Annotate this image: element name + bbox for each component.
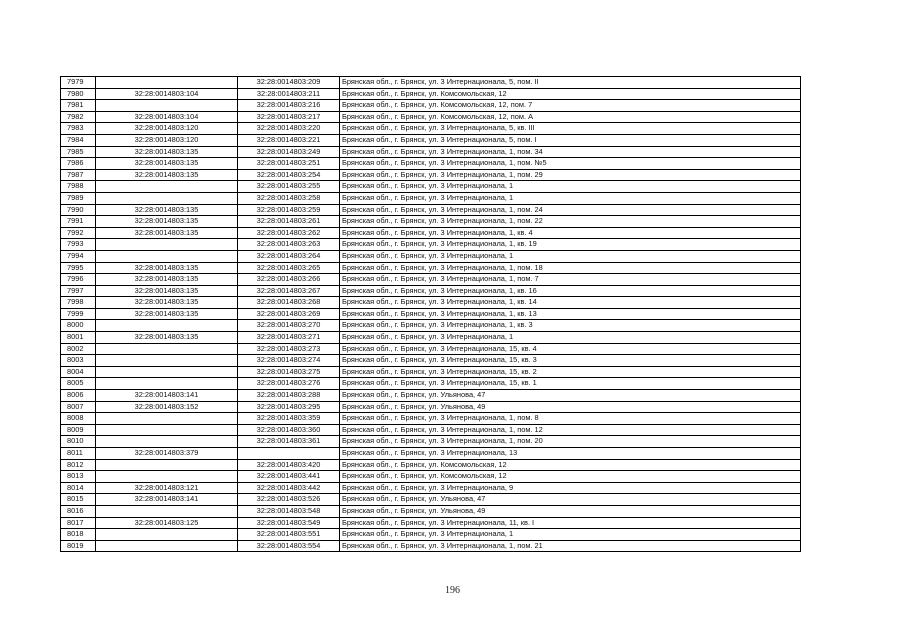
parent-cadastral-number-cell: 32:28:0014803:135	[96, 262, 238, 274]
address-cell: Брянская обл., г. Брянск, ул. 3 Интернационала, 1, пом. 8	[340, 413, 801, 425]
address-cell: Брянская обл., г. Брянск, ул. 3 Интернационала, 5, пом. I	[340, 134, 801, 146]
parent-cadastral-number-cell: 32:28:0014803:104	[96, 88, 238, 100]
parent-cadastral-number-cell: 32:28:0014803:379	[96, 448, 238, 460]
parent-cadastral-number-cell	[96, 343, 238, 355]
registry-table-body	[61, 77, 801, 552]
table-row	[61, 320, 801, 332]
address-cell: Брянская обл., г. Брянск, ул. 3 Интернационала, 9	[340, 482, 801, 494]
parent-cadastral-number-cell	[96, 424, 238, 436]
address-cell: Брянская обл., г. Брянск, ул. 3 Интернационала, 1, кв. 4	[340, 227, 801, 239]
parent-cadastral-number-cell: 32:28:0014803:120	[96, 134, 238, 146]
cadastral-number-cell: 32:28:0014803:554	[238, 540, 340, 552]
row-number-cell: 7995	[61, 262, 96, 274]
address-cell: Брянская обл., г. Брянск, ул. 3 Интернационала, 1	[340, 529, 801, 541]
table-row	[61, 529, 801, 541]
address-cell: Брянская обл., г. Брянск, ул. 3 Интернационала, 1, кв. 13	[340, 308, 801, 320]
table-row	[61, 134, 801, 146]
parent-cadastral-number-cell	[96, 505, 238, 517]
cadastral-number-cell: 32:28:0014803:263	[238, 239, 340, 251]
cadastral-number-cell: 32:28:0014803:275	[238, 366, 340, 378]
cadastral-number-cell: 32:28:0014803:249	[238, 146, 340, 158]
cadastral-number-cell: 32:28:0014803:266	[238, 274, 340, 286]
parent-cadastral-number-cell: 32:28:0014803:135	[96, 146, 238, 158]
cadastral-number-cell: 32:28:0014803:274	[238, 355, 340, 367]
cadastral-number-cell: 32:28:0014803:261	[238, 216, 340, 228]
address-cell: Брянская обл., г. Брянск, ул. 3 Интернационала, 15, кв. 4	[340, 343, 801, 355]
row-number-cell: 7983	[61, 123, 96, 135]
cadastral-number-cell: 32:28:0014803:251	[238, 158, 340, 170]
table-row	[61, 424, 801, 436]
address-cell: Брянская обл., г. Брянск, ул. 3 Интернационала, 1	[340, 250, 801, 262]
address-cell: Брянская обл., г. Брянск, ул. 3 Интернационала, 15, кв. 2	[340, 366, 801, 378]
cadastral-number-cell: 32:28:0014803:359	[238, 413, 340, 425]
parent-cadastral-number-cell: 32:28:0014803:135	[96, 332, 238, 344]
cadastral-number-cell: 32:28:0014803:258	[238, 192, 340, 204]
address-cell: Брянская обл., г. Брянск, ул. 3 Интернационала, 1	[340, 181, 801, 193]
row-number-cell: 7990	[61, 204, 96, 216]
row-number-cell: 8002	[61, 343, 96, 355]
table-row	[61, 111, 801, 123]
parent-cadastral-number-cell	[96, 181, 238, 193]
table-row	[61, 332, 801, 344]
cadastral-number-cell: 32:28:0014803:209	[238, 77, 340, 89]
table-row	[61, 517, 801, 529]
property-registry-table	[60, 76, 801, 552]
address-cell: Брянская обл., г. Брянск, ул. 3 Интернационала, 1, кв. 14	[340, 297, 801, 309]
cadastral-number-cell: 32:28:0014803:271	[238, 332, 340, 344]
parent-cadastral-number-cell: 32:28:0014803:120	[96, 123, 238, 135]
cadastral-number-cell: 32:28:0014803:420	[238, 459, 340, 471]
page-number: 196	[445, 585, 460, 596]
table-row	[61, 262, 801, 274]
row-number-cell: 8007	[61, 401, 96, 413]
row-number-cell: 7996	[61, 274, 96, 286]
address-cell: Брянская обл., г. Брянск, ул. 3 Интернационала, 1, пом. 29	[340, 169, 801, 181]
address-cell: Брянская обл., г. Брянск, ул. 3 Интернационала, 1, пом. 22	[340, 216, 801, 228]
table-row	[61, 366, 801, 378]
table-row	[61, 471, 801, 483]
cadastral-number-cell: 32:28:0014803:441	[238, 471, 340, 483]
address-cell: Брянская обл., г. Брянск, ул. Ульянова, 47	[340, 494, 801, 506]
row-number-cell: 8006	[61, 390, 96, 402]
row-number-cell: 8018	[61, 529, 96, 541]
row-number-cell: 7998	[61, 297, 96, 309]
row-number-cell: 7999	[61, 308, 96, 320]
cadastral-number-cell: 32:28:0014803:549	[238, 517, 340, 529]
cadastral-number-cell: 32:28:0014803:273	[238, 343, 340, 355]
cadastral-number-cell: 32:28:0014803:288	[238, 390, 340, 402]
parent-cadastral-number-cell	[96, 192, 238, 204]
address-cell: Брянская обл., г. Брянск, ул. 3 Интернационала, 1, пом. 34	[340, 146, 801, 158]
parent-cadastral-number-cell	[96, 413, 238, 425]
parent-cadastral-number-cell: 32:28:0014803:152	[96, 401, 238, 413]
row-number-cell: 7986	[61, 158, 96, 170]
address-cell: Брянская обл., г. Брянск, ул. Ульянова, 49	[340, 401, 801, 413]
parent-cadastral-number-cell	[96, 355, 238, 367]
address-cell: Брянская обл., г. Брянск, ул. 3 Интернационала, 13	[340, 448, 801, 460]
cadastral-number-cell: 32:28:0014803:259	[238, 204, 340, 216]
row-number-cell: 7988	[61, 181, 96, 193]
row-number-cell: 7979	[61, 77, 96, 89]
parent-cadastral-number-cell: 32:28:0014803:135	[96, 308, 238, 320]
address-cell: Брянская обл., г. Брянск, ул. 3 Интернационала, 1, пом. 20	[340, 436, 801, 448]
cadastral-number-cell: 32:28:0014803:221	[238, 134, 340, 146]
table-row	[61, 355, 801, 367]
address-cell: Брянская обл., г. Брянск, ул. Комсомольская, 12	[340, 459, 801, 471]
address-cell: Брянская обл., г. Брянск, ул. 3 Интернационала, 1	[340, 192, 801, 204]
table-row	[61, 401, 801, 413]
cadastral-number-cell: 32:28:0014803:295	[238, 401, 340, 413]
cadastral-number-cell: 32:28:0014803:217	[238, 111, 340, 123]
cadastral-number-cell: 32:28:0014803:216	[238, 100, 340, 112]
parent-cadastral-number-cell	[96, 250, 238, 262]
cadastral-number-cell: 32:28:0014803:551	[238, 529, 340, 541]
cadastral-number-cell: 32:28:0014803:548	[238, 505, 340, 517]
table-row	[61, 100, 801, 112]
cadastral-number-cell: 32:28:0014803:254	[238, 169, 340, 181]
cadastral-number-cell: 32:28:0014803:211	[238, 88, 340, 100]
row-number-cell: 8008	[61, 413, 96, 425]
row-number-cell: 8009	[61, 424, 96, 436]
parent-cadastral-number-cell	[96, 100, 238, 112]
address-cell: Брянская обл., г. Брянск, ул. 3 Интернационала, 1, кв. 16	[340, 285, 801, 297]
cadastral-number-cell: 32:28:0014803:220	[238, 123, 340, 135]
parent-cadastral-number-cell	[96, 459, 238, 471]
row-number-cell: 8010	[61, 436, 96, 448]
table-row	[61, 158, 801, 170]
row-number-cell: 7991	[61, 216, 96, 228]
parent-cadastral-number-cell: 32:28:0014803:141	[96, 494, 238, 506]
address-cell: Брянская обл., г. Брянск, ул. Комсомольская, 12, пом. 7	[340, 100, 801, 112]
address-cell: Брянская обл., г. Брянск, ул. 3 Интернационала, 5, пом. II	[340, 77, 801, 89]
row-number-cell: 8005	[61, 378, 96, 390]
table-row	[61, 285, 801, 297]
parent-cadastral-number-cell	[96, 77, 238, 89]
parent-cadastral-number-cell	[96, 378, 238, 390]
cadastral-number-cell: 32:28:0014803:360	[238, 424, 340, 436]
parent-cadastral-number-cell: 32:28:0014803:135	[96, 216, 238, 228]
table-row	[61, 390, 801, 402]
table-row	[61, 123, 801, 135]
row-number-cell: 7987	[61, 169, 96, 181]
address-cell: Брянская обл., г. Брянск, ул. 3 Интернационала, 1, пом. 12	[340, 424, 801, 436]
table-row	[61, 540, 801, 552]
row-number-cell: 7989	[61, 192, 96, 204]
table-row	[61, 436, 801, 448]
address-cell: Брянская обл., г. Брянск, ул. Комсомольская, 12	[340, 471, 801, 483]
parent-cadastral-number-cell: 32:28:0014803:135	[96, 204, 238, 216]
row-number-cell: 8012	[61, 459, 96, 471]
parent-cadastral-number-cell: 32:28:0014803:135	[96, 169, 238, 181]
parent-cadastral-number-cell	[96, 529, 238, 541]
parent-cadastral-number-cell: 32:28:0014803:135	[96, 285, 238, 297]
table-row	[61, 459, 801, 471]
row-number-cell: 7992	[61, 227, 96, 239]
address-cell: Брянская обл., г. Брянск, ул. Ульянова, 49	[340, 505, 801, 517]
row-number-cell: 8000	[61, 320, 96, 332]
parent-cadastral-number-cell	[96, 540, 238, 552]
table-row	[61, 204, 801, 216]
table-row	[61, 378, 801, 390]
table-row	[61, 216, 801, 228]
table-row	[61, 239, 801, 251]
parent-cadastral-number-cell: 32:28:0014803:125	[96, 517, 238, 529]
cadastral-number-cell: 32:28:0014803:268	[238, 297, 340, 309]
table-row	[61, 308, 801, 320]
table-row	[61, 77, 801, 89]
table-row	[61, 227, 801, 239]
parent-cadastral-number-cell	[96, 239, 238, 251]
address-cell: Брянская обл., г. Брянск, ул. 3 Интернационала, 1, пом. 21	[340, 540, 801, 552]
row-number-cell: 7997	[61, 285, 96, 297]
address-cell: Брянская обл., г. Брянск, ул. 3 Интернационала, 11, кв. I	[340, 517, 801, 529]
cadastral-number-cell: 32:28:0014803:442	[238, 482, 340, 494]
address-cell: Брянская обл., г. Брянск, ул. 3 Интернационала, 15, кв. 1	[340, 378, 801, 390]
parent-cadastral-number-cell	[96, 366, 238, 378]
address-cell: Брянская обл., г. Брянск, ул. 3 Интернационала, 15, кв. 3	[340, 355, 801, 367]
table-row	[61, 181, 801, 193]
address-cell: Брянская обл., г. Брянск, ул. Комсомольская, 12	[340, 88, 801, 100]
row-number-cell: 7982	[61, 111, 96, 123]
cadastral-number-cell: 32:28:0014803:265	[238, 262, 340, 274]
table-row	[61, 169, 801, 181]
parent-cadastral-number-cell	[96, 320, 238, 332]
table-row	[61, 482, 801, 494]
cadastral-number-cell: 32:28:0014803:270	[238, 320, 340, 332]
row-number-cell: 8001	[61, 332, 96, 344]
row-number-cell: 7994	[61, 250, 96, 262]
parent-cadastral-number-cell: 32:28:0014803:135	[96, 274, 238, 286]
cadastral-number-cell: 32:28:0014803:269	[238, 308, 340, 320]
parent-cadastral-number-cell: 32:28:0014803:135	[96, 227, 238, 239]
address-cell: Брянская обл., г. Брянск, ул. Ульянова, 47	[340, 390, 801, 402]
cadastral-number-cell: 32:28:0014803:264	[238, 250, 340, 262]
table-row	[61, 88, 801, 100]
table-row	[61, 343, 801, 355]
address-cell: Брянская обл., г. Брянск, ул. 3 Интернационала, 1	[340, 332, 801, 344]
parent-cadastral-number-cell: 32:28:0014803:104	[96, 111, 238, 123]
table-row	[61, 274, 801, 286]
row-number-cell: 8019	[61, 540, 96, 552]
row-number-cell: 8016	[61, 505, 96, 517]
parent-cadastral-number-cell	[96, 436, 238, 448]
table-row	[61, 297, 801, 309]
parent-cadastral-number-cell	[96, 471, 238, 483]
row-number-cell: 7980	[61, 88, 96, 100]
cadastral-number-cell: 32:28:0014803:361	[238, 436, 340, 448]
row-number-cell: 8017	[61, 517, 96, 529]
address-cell: Брянская обл., г. Брянск, ул. 3 Интернационала, 1, кв. 19	[340, 239, 801, 251]
address-cell: Брянская обл., г. Брянск, ул. 3 Интернационала, 5, кв. III	[340, 123, 801, 135]
row-number-cell: 7981	[61, 100, 96, 112]
address-cell: Брянская обл., г. Брянск, ул. 3 Интернационала, 1, пом. 18	[340, 262, 801, 274]
row-number-cell: 8004	[61, 366, 96, 378]
cadastral-number-cell	[238, 448, 340, 460]
table-row	[61, 192, 801, 204]
parent-cadastral-number-cell: 32:28:0014803:135	[96, 158, 238, 170]
table-row	[61, 505, 801, 517]
cadastral-number-cell: 32:28:0014803:262	[238, 227, 340, 239]
parent-cadastral-number-cell: 32:28:0014803:121	[96, 482, 238, 494]
table-row	[61, 146, 801, 158]
address-cell: Брянская обл., г. Брянск, ул. 3 Интернационала, 1, пом. 7	[340, 274, 801, 286]
address-cell: Брянская обл., г. Брянск, ул. 3 Интернационала, 1, пом. №5	[340, 158, 801, 170]
cadastral-number-cell: 32:28:0014803:255	[238, 181, 340, 193]
row-number-cell: 8015	[61, 494, 96, 506]
row-number-cell: 8011	[61, 448, 96, 460]
address-cell: Брянская обл., г. Брянск, ул. 3 Интернационала, 1, кв. 3	[340, 320, 801, 332]
table-row	[61, 448, 801, 460]
row-number-cell: 8013	[61, 471, 96, 483]
row-number-cell: 7985	[61, 146, 96, 158]
row-number-cell: 7984	[61, 134, 96, 146]
parent-cadastral-number-cell: 32:28:0014803:141	[96, 390, 238, 402]
table-row	[61, 494, 801, 506]
address-cell: Брянская обл., г. Брянск, ул. Комсомольская, 12, пом. А	[340, 111, 801, 123]
parent-cadastral-number-cell: 32:28:0014803:135	[96, 297, 238, 309]
row-number-cell: 8003	[61, 355, 96, 367]
address-cell: Брянская обл., г. Брянск, ул. 3 Интернационала, 1, пом. 24	[340, 204, 801, 216]
row-number-cell: 8014	[61, 482, 96, 494]
table-row	[61, 413, 801, 425]
cadastral-number-cell: 32:28:0014803:526	[238, 494, 340, 506]
table-row	[61, 250, 801, 262]
cadastral-number-cell: 32:28:0014803:267	[238, 285, 340, 297]
cadastral-number-cell: 32:28:0014803:276	[238, 378, 340, 390]
row-number-cell: 7993	[61, 239, 96, 251]
